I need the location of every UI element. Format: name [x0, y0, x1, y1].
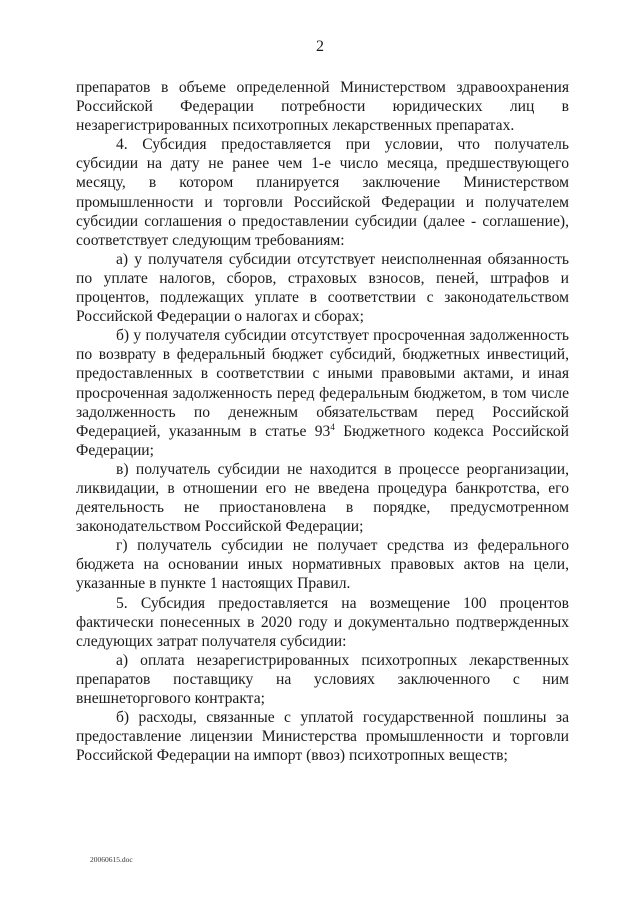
footer-filename: 20060615.doc [90, 855, 133, 864]
paragraph-continuation: препаратов в объеме определенной Министерством здравоохранения Российской Федерации потребности юридических лиц в незарегистрированных психотропных лекарственных препаратах. [76, 79, 569, 135]
paragraph-clause-4v: в) получатель субсидии не находится в процессе реорганизации, ликвидации, в отношении его не введена процедура банкротства, его деятельность не приостановлена в порядке, предусмотренном законодательством Российской Федерации; [76, 460, 569, 536]
superscript-index: 4 [330, 421, 335, 432]
page-number: 2 [316, 38, 324, 55]
paragraph-clause-4: 4. Субсидия предоставляется при условии, что получатель субсидии на дату не ранее чем 1-е число месяца, предшествующего месяцу, в котором планируется заключение Министерством промышленности и торговли Российской Федерации и получателем субсидии соглашения о предоставлении субсидии (далее - соглашение), соответствует следующим требованиям: [76, 136, 569, 249]
paragraph-clause-4a: а) у получателя субсидии отсутствует неисполненная обязанность по уплате налогов, сборов, страховых взносов, пеней, штрафов и процентов, подлежащих уплате в соответствии с законодательством Российской Федерации о налогах и сборах; [76, 250, 569, 326]
paragraph-clause-4b [76, 326, 569, 460]
paragraph-clause-5: 5. Субсидия предоставляется на возмещение 100 процентов фактически понесенных в 2020 году и документально подтвержденных следующих затрат получателя субсидии: [76, 594, 569, 650]
paragraph-clause-4g: г) получатель субсидии не получает средства из федерального бюджета на основании иных нормативных правовых актов на цели, указанные в пункте 1 настоящих Правил. [76, 537, 569, 593]
paragraph-clause-5b: б) расходы, связанные с уплатой государственной пошлины за предоставление лицензии Министерства промышленности и торговли Российской Федерации на импорт (ввоз) психотропных веществ; [76, 709, 569, 765]
paragraph-clause-5a: а) оплата незарегистрированных психотропных лекарственных препаратов поставщику на условиях заключенного с ним внешнеторгового контракта; [76, 651, 569, 707]
document-body [76, 78, 569, 765]
clause-4b-text-end: Бюджетного кодекса Российской Федерации; [76, 422, 570, 459]
clause-4b-text: б) у получателя субсидии отсутствует просроченная задолженность по возврату в федеральный бюджет субсидий, бюджетных инвестиций, предоставленных в соответствии с иными правовыми актами, и иная просроченная задолженность перед федеральным бюджетом, в том числе задолженность по денежным обязательствам перед Российской Федерацией, указанным в статье 93 [76, 327, 569, 440]
